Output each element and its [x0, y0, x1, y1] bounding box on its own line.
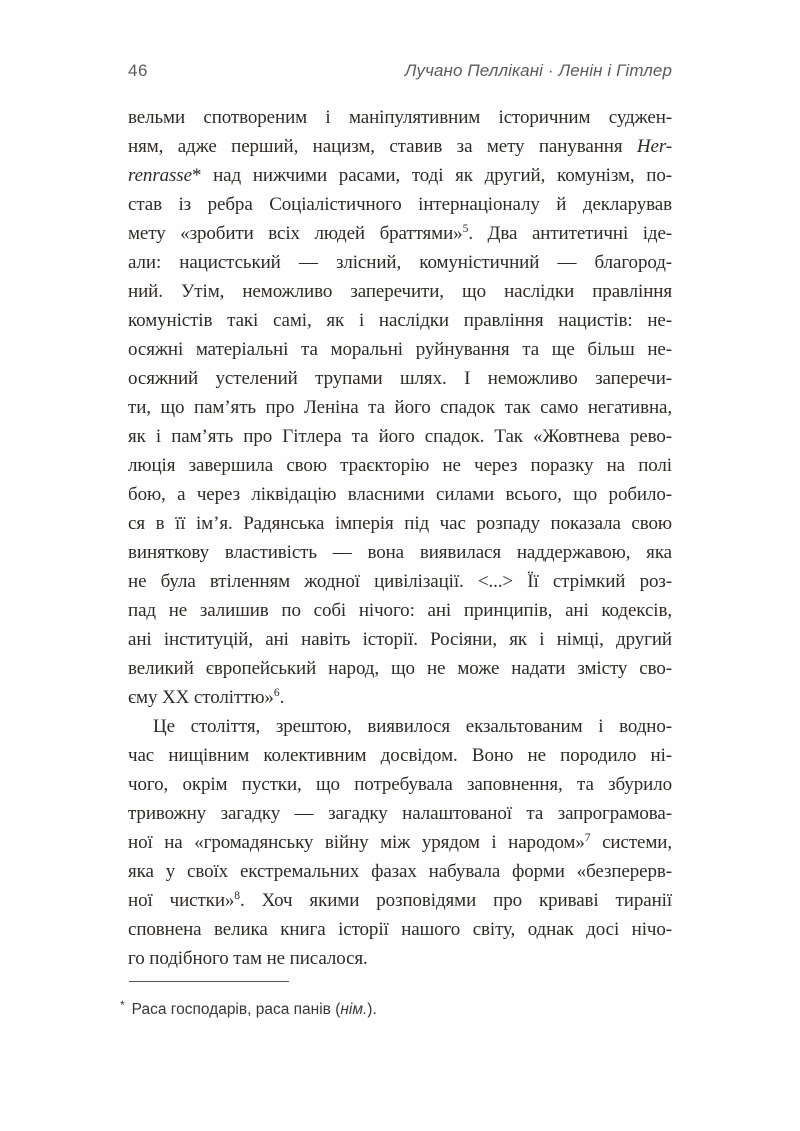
text-line: тривожну загадку — загадку налаштованої та запрограмова-: [128, 803, 672, 824]
running-title: Лучано Пеллікані · Ленін і Гітлер: [404, 61, 672, 80]
text-line: ної чистки»$^8$. Хоч якими розповідями про криваві тиранії: [128, 890, 672, 911]
text-line: як і пам’ять про Гітлера та його спадок. Так «Жовтнева рево-: [128, 426, 672, 447]
text-line: Це століття, зрештою, виявилося екзальтованим і водно-: [153, 716, 672, 737]
text-line: бою, а через ліквідацію власними силами всього, що робило-: [128, 484, 672, 505]
text-line: чого, окрім пустки, що потребувала заповнення, та збурило: [128, 774, 672, 795]
text-line: мету «зробити всіх людей браттями»$^5$. Два антитетичні іде-: [128, 223, 672, 244]
text-line: пад не залишив по собі нічого: ані принципів, ані кодексів,: [128, 600, 672, 621]
footnote-text: Раса господарів, раса панів (нім.).: [131, 1001, 377, 1018]
page-number: 46: [128, 61, 148, 80]
text-line: комуністів такі самі, як і наслідки правління нацистів: не-: [128, 310, 672, 331]
text-line: осяжний устелений трупами шлях. І неможливо заперечи-: [128, 368, 672, 389]
body-text: [128, 103, 672, 973]
page-header: [128, 61, 672, 81]
text-line: яка у своїх екстремальних фазах набувала форми «безперерв-: [128, 861, 672, 882]
text-line: став із ребра Соціалістичного інтернаціоналу й декларував: [128, 194, 672, 215]
text-line: ані інституцій, ані навіть історії. Росіяни, як і німці, другий: [128, 629, 672, 650]
text-line: осяжні матеріальні та моральні руйнування та ще більш не-: [128, 339, 672, 360]
text-line: не була втіленням жодної цивілізації. <...> Її стрімкий роз-: [128, 571, 672, 592]
text-line: люція завершила свою траєкторію не через поразку на полі: [128, 455, 672, 476]
text-line: али: нацистський — злісний, комуністичний — благород-: [128, 252, 672, 273]
footnote-marker: *: [120, 998, 125, 1012]
text-line: час нищівним колективним досвідом. Воно не породило ні-: [128, 745, 672, 766]
text-line: renrasse* над нижчими расами, тоді як другий, комунізм, по-: [128, 165, 672, 186]
text-line: ся в її ім’я. Радянська імперія під час розпаду показала свою: [128, 513, 672, 534]
text-line: великий європейський народ, що не може надати змісту сво-: [128, 658, 672, 679]
text-line: ний. Утім, неможливо заперечити, що наслідки правління: [128, 281, 672, 302]
footnote: [120, 994, 680, 1021]
text-line: го подібного там не писалося.: [128, 948, 368, 969]
text-line: сповнена велика книга історії нашого світу, однак досі нічо-: [128, 919, 672, 940]
footnote-rule: [129, 981, 289, 982]
text-line: ної на «громадянську війну між урядом і народом»$^7$ системи,: [128, 832, 672, 853]
text-line: вельми спотвореним і маніпулятивним історичним суджен-: [128, 107, 672, 128]
text-line: єму ХХ століттю»$^6$.: [128, 687, 285, 708]
text-line: виняткову властивість — вона виявилася наддержавою, яка: [128, 542, 672, 563]
text-line: ням, адже перший, нацизм, ставив за мету панування Her-: [128, 136, 672, 157]
text-line: ти, що пам’ять про Леніна та його спадок так само негативна,: [128, 397, 672, 418]
